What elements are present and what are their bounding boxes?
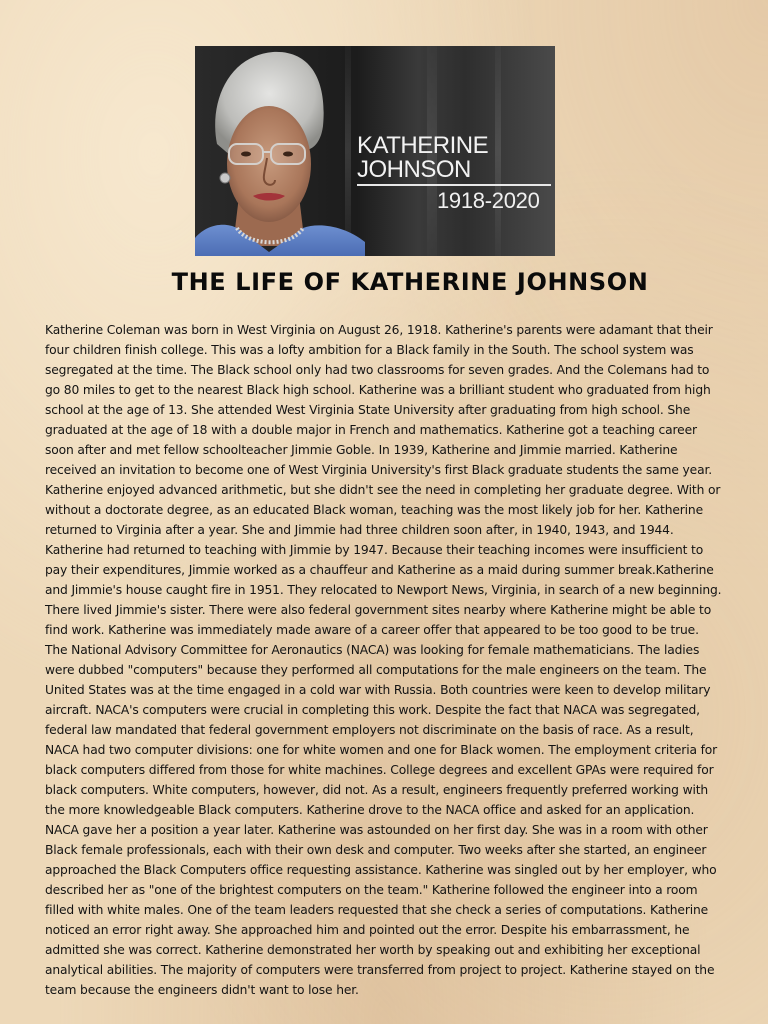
- hero-years: 1918-2020: [437, 188, 540, 213]
- portrait-photo: [195, 46, 365, 256]
- article-body: Katherine Coleman was born in West Virginia on August 26, 1918. Katherine's parents were adamant that their four children finish college. This was a lofty ambition for a Black family in the South. The school system was segregated at the time. The Black school only had two classrooms for seven grades. And the Colemans had to go 80 miles to get to the nearest Black high school. Katherine was a brilliant student who graduated from high school at the age of 13. She attended West Virginia State University after graduating from high school. She graduated at the age of 18 with a double major in French and mathematics. Katherine got a teaching career soon after and met fellow schoolteacher Jimmie Goble. In 1939, Katherine and Jimmie married. Katherine received an invitation to become one of West Virginia University's first Black graduate students the same year. Katherine enjoyed advanced arithmetic, but she didn't see the need in completing her graduate degree. With or without a doctorate degree, as an educated Black woman, teaching was the most likely job for her. Katherine returned to Virginia after a year. She and Jimmie had three children soon after, in 1940, 1943, and 1944. Katherine had returned to teaching with Jimmie by 1947. Because their teaching incomes were insufficient to pay their expenditures, Jimmie worked as a chauffeur and Katherine as a maid during summer break.Katherine and Jimmie's house caught fire in 1951. They relocated to Newport News, Virginia, in search of a new beginning. There lived Jimmie's sister. There were also federal government sites nearby where Katherine might be able to find work. Katherine was immediately made aware of a career offer that appeared to be too good to be true. The National Advisory Committee for Aeronautics (NACA) was looking for female mathematicians. The ladies were dubbed "computers" because they performed all computations for the male engineers on the team. The United States was at the time engaged in a cold war with Russia. Both countries were keen to develop military aircraft. NACA's computers were crucial in completing this work. Despite the fact that NACA was segregated, federal law mandated that federal government employers not discriminate on the basis of race. As a result, NACA had two computer divisions: one for white women and one for Black women. The employment criteria for black computers differed from those for white machines. College degrees and excellent GPAs were required for black computers. White computers, however, did not. As a result, engineers frequently preferred working with the more knowledgeable Black computers. Katherine drove to the NACA office and asked for an application. NACA gave her a position a year later. Katherine was astounded on her first day. She was in a room with other Black female professionals, each with their own desk and computer. Two weeks after she started, an engineer approached the Black Computers office requesting assistance. Katherine was singled out by her employer, who described her as "one of the brightest computers on the team." Katherine followed the engineer into a room filled with white males. One of the team leaders requested that she check a series of computations. Katherine noticed an error right away. She approached him and pointed out the error. Despite his embarrassment, he admitted she was correct. Katherine demonstrated her worth by speaking out and exhibiting her exceptional analytical abilities. The majority of computers were transferred from project to project. Katherine stayed on the team because the engineers didn't want to lose her.: [45, 323, 722, 997]
- hero-first-name: KATHERINE: [357, 132, 489, 159]
- page-title: THE LIFE OF KATHERINE JOHNSON: [171, 268, 649, 296]
- hero-last-name: JOHNSON: [357, 156, 471, 183]
- hero-caption: [357, 134, 553, 213]
- hero-image: [195, 46, 555, 256]
- hero-divider: [357, 184, 551, 186]
